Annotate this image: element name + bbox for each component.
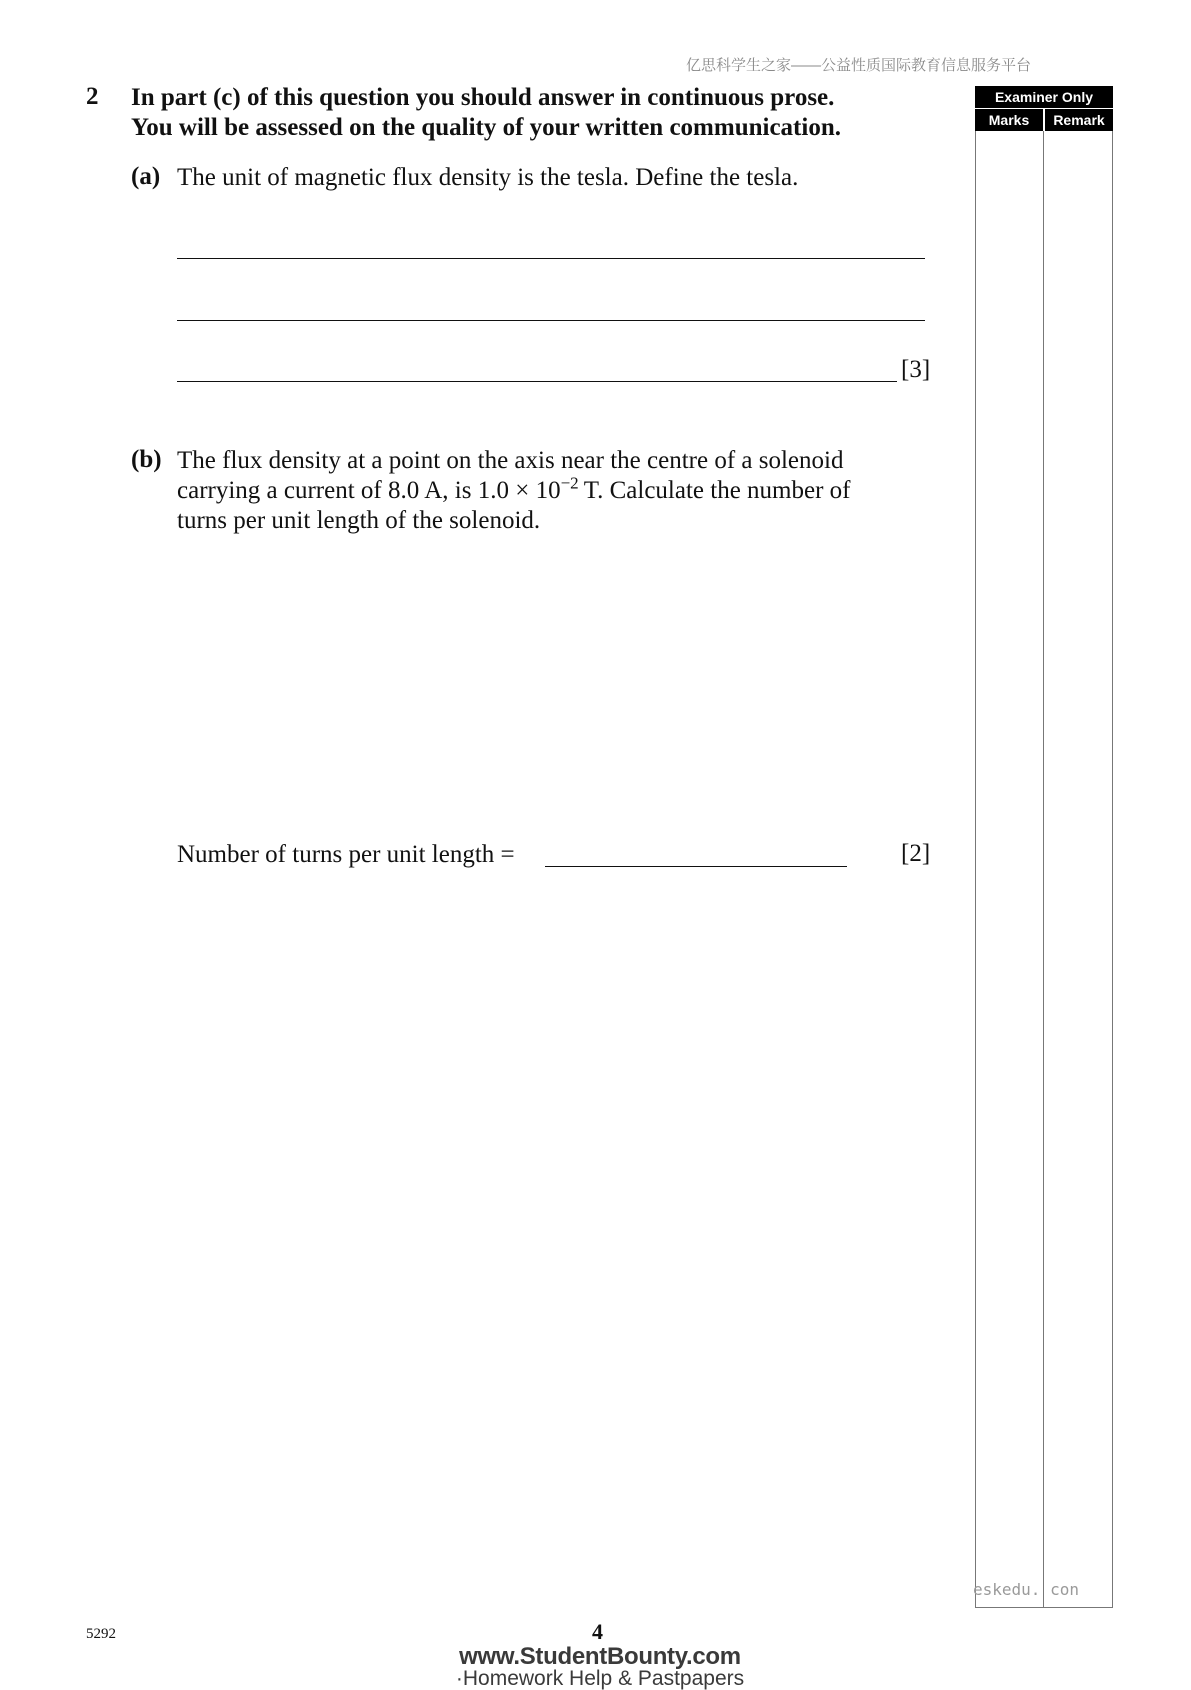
part-a-answer-line-3[interactable] <box>177 381 897 382</box>
logo-tagline: ·Homework Help & Pastpapers <box>455 1667 745 1690</box>
part-a-question: The unit of magnetic flux density is the tesla. Define the tesla. <box>177 164 799 191</box>
part-b-line-2 <box>177 473 917 506</box>
examiner-column-divider <box>1043 131 1044 1608</box>
exponent: −2 <box>560 473 579 493</box>
answer-prompt: Number of turns per unit length = <box>177 841 515 868</box>
turns-per-length-answer-line[interactable] <box>545 866 847 867</box>
part-b-line-2-text: carrying a current of 8.0 A, is 1.0 × 10 <box>177 477 561 504</box>
part-b-marks: [2] <box>901 840 931 867</box>
part-a-answer-line-2[interactable] <box>177 320 925 321</box>
paper-code: 5292 <box>86 1626 116 1642</box>
examiner-only-header: Examiner Only <box>975 86 1113 108</box>
part-b-line-1: The flux density at a point on the axis near the centre of a solenoid <box>177 447 844 474</box>
part-a-label: (a) <box>131 163 161 190</box>
instruction-line-1: In part (c) of this question you should answer in continuous prose. <box>131 84 835 111</box>
part-b-line-3: turns per unit length of the solenoid. <box>177 507 541 534</box>
examiner-only-panel <box>975 86 1113 1609</box>
part-b-line-2-unit: T. Calculate the number of <box>578 477 851 504</box>
page-number: 4 <box>592 1619 603 1644</box>
top-watermark: 亿思科学生之家——公益性质国际教育信息服务平台 <box>686 57 1032 74</box>
studentbounty-logo <box>440 1645 760 1689</box>
examiner-marks-area <box>975 131 1113 1608</box>
bottom-watermark: eskedu. con <box>973 1580 1079 1599</box>
question-instruction <box>131 83 921 143</box>
marks-column-header: Marks <box>988 112 1030 128</box>
part-a-marks: [3] <box>901 356 931 383</box>
part-a-answer-line-1[interactable] <box>177 258 925 259</box>
instruction-line-2: You will be assessed on the quality of your written communication. <box>131 114 841 141</box>
question-number: 2 <box>86 83 99 110</box>
part-b-label: (b) <box>131 446 162 473</box>
examiner-column-headers <box>975 109 1113 131</box>
logo-url: www.StudentBounty.com <box>459 1643 741 1670</box>
part-b-question <box>177 446 917 536</box>
remark-column-header: Remark <box>1053 112 1105 128</box>
